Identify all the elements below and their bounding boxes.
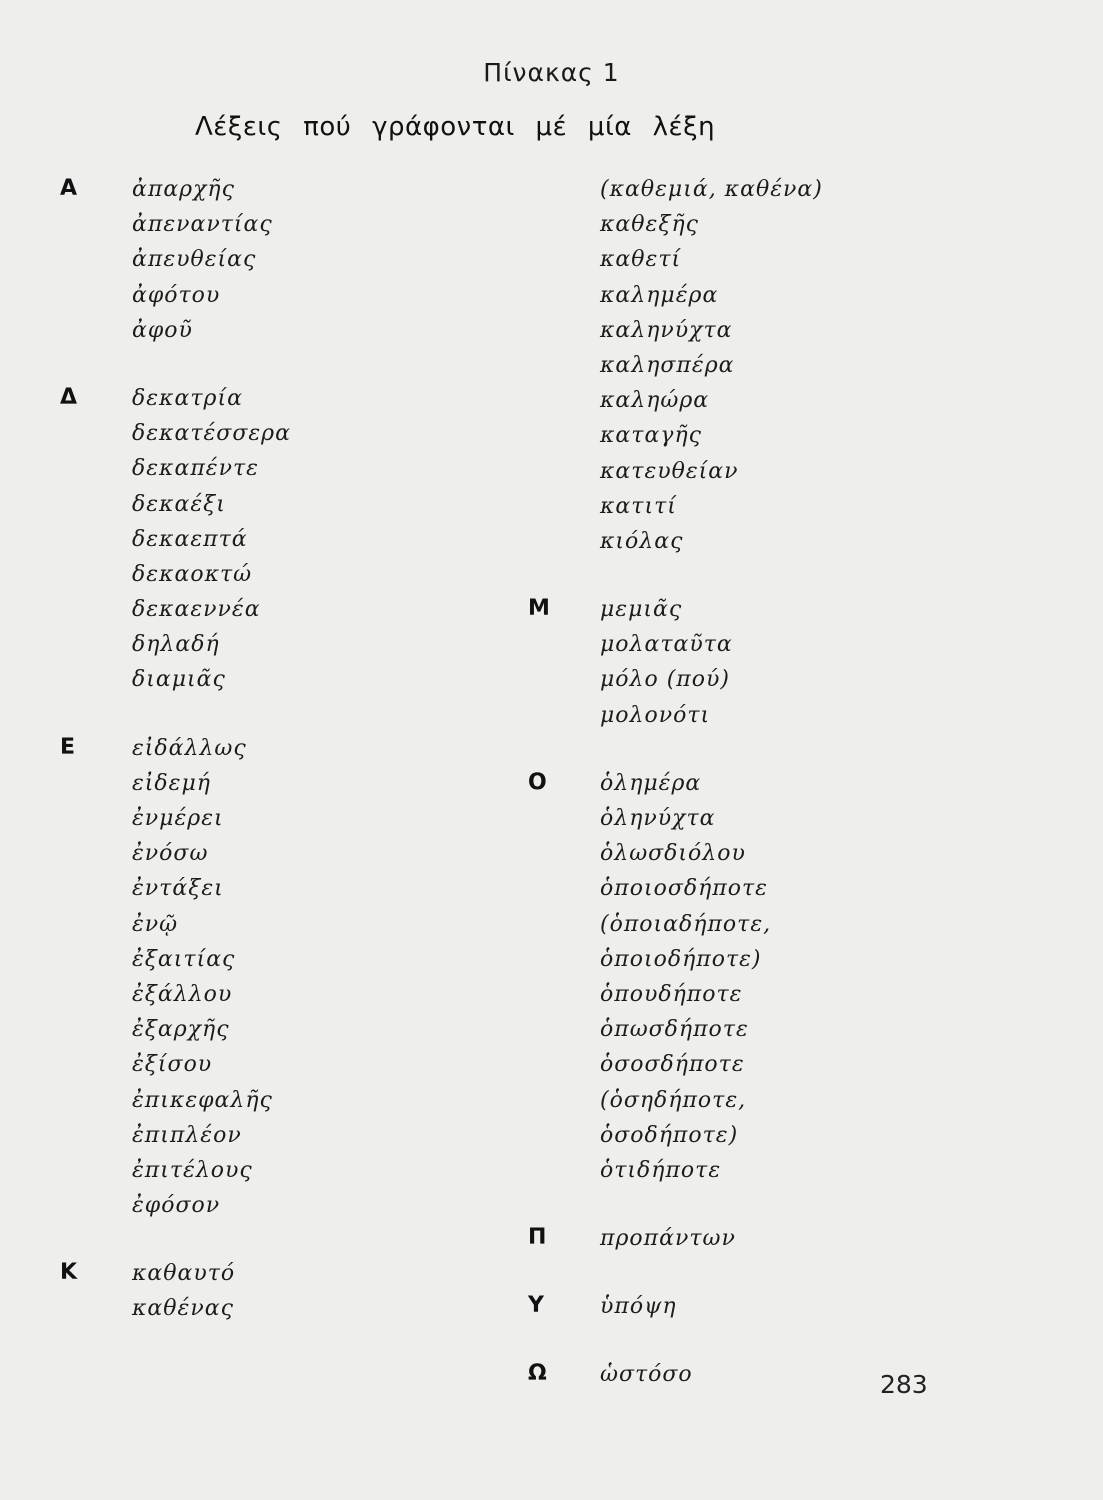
- group-spacer: [528, 559, 823, 592]
- word-entry: ὁπωσδήποτε: [600, 1017, 749, 1043]
- word-entry: εἰδάλλως: [132, 735, 247, 761]
- table-label: [0, 58, 1103, 87]
- word-entry: καθετί: [600, 247, 682, 273]
- word-entry: ἐνμέρει: [132, 806, 224, 831]
- page-title: Λέξεις πού γράφονται μέ μία λέξη: [195, 112, 716, 142]
- word-list: [600, 172, 823, 559]
- section-letter: Ο: [528, 769, 547, 795]
- page-number: 283: [880, 1370, 928, 1399]
- word-entry: ὑπόψη: [600, 1294, 677, 1320]
- word-entry: μόλο (πού): [600, 667, 730, 693]
- section-letter: Ω: [528, 1361, 547, 1387]
- word-entry: ἀπευθείας: [132, 247, 257, 273]
- word-entry: ἀφότου: [132, 282, 221, 308]
- word-entry: ἀπεναντίας: [132, 212, 273, 238]
- section-letter: Μ: [528, 596, 550, 622]
- word-entry: καληνύχτα: [600, 317, 733, 343]
- word-entry: δεκαεννέα: [132, 597, 261, 623]
- word-list: [132, 1256, 291, 1326]
- section-letter: Κ: [60, 1260, 78, 1286]
- letter-group: [528, 592, 823, 733]
- word-entry: εἰδεμή: [132, 770, 211, 796]
- word-entry: μεμιᾶς: [600, 597, 683, 623]
- word-list: [600, 1357, 823, 1392]
- word-list: [600, 766, 823, 1188]
- word-entry: κιόλας: [600, 528, 684, 554]
- word-list: [132, 731, 291, 1224]
- letter-group: [528, 172, 823, 559]
- word-entry: δηλαδή: [132, 632, 220, 658]
- word-entry: (ὁποιαδήποτε,: [600, 911, 772, 937]
- group-spacer: [528, 1188, 823, 1221]
- word-entry: ἐξίσου: [132, 1052, 213, 1078]
- word-entry: δεκαπέντε: [132, 456, 259, 482]
- group-spacer: [60, 348, 291, 381]
- group-spacer: [60, 1223, 291, 1256]
- word-entry: ὁπουδήποτε: [600, 981, 743, 1007]
- table-label-text: Πίνακας 1: [483, 58, 620, 87]
- word-entry: κατιτί: [600, 493, 677, 519]
- group-spacer: [528, 1324, 823, 1357]
- letter-group: [528, 1221, 823, 1256]
- word-entry: ἐξαρχῆς: [132, 1017, 230, 1043]
- word-entry: ὁποιοσδήποτε: [600, 876, 768, 902]
- word-entry: ὁσοδήποτε): [600, 1122, 739, 1148]
- word-entry: μολονότι: [600, 702, 711, 728]
- letter-group: [60, 381, 291, 698]
- word-entry: ἐπικεφαλῆς: [132, 1087, 273, 1113]
- word-entry: (ὁσηδήποτε,: [600, 1087, 747, 1113]
- word-entry: ὁποιοδήποτε): [600, 946, 762, 972]
- word-entry: δεκαεπτά: [132, 526, 248, 552]
- letter-group: [528, 766, 823, 1188]
- right-word-column: [528, 172, 823, 1393]
- word-entry: καθένας: [132, 1296, 234, 1322]
- letter-group: [528, 1357, 823, 1392]
- word-entry: ἐξάλλου: [132, 981, 233, 1007]
- word-entry: καληώρα: [600, 388, 710, 414]
- word-entry: δεκατέσσερα: [132, 421, 291, 447]
- word-entry: (καθεμιά, καθένα): [600, 177, 823, 202]
- word-entry: ἐνόσω: [132, 841, 209, 867]
- group-spacer: [528, 733, 823, 766]
- word-entry: προπάντων: [600, 1226, 736, 1252]
- word-entry: ἐνῷ: [132, 911, 179, 937]
- word-entry: δεκατρία: [132, 385, 243, 411]
- word-entry: ὁληνύχτα: [600, 806, 716, 831]
- word-entry: ἐντάξει: [132, 876, 224, 902]
- section-letter: Υ: [528, 1293, 544, 1319]
- word-entry: διαμιᾶς: [132, 667, 226, 693]
- word-entry: ὡστόσο: [600, 1362, 693, 1388]
- section-letter: Ε: [60, 734, 76, 760]
- word-entry: καταγῆς: [600, 423, 702, 449]
- letter-group: [60, 731, 291, 1224]
- word-entry: ἐπιπλέον: [132, 1122, 242, 1148]
- word-list: [600, 592, 823, 733]
- word-entry: κατευθείαν: [600, 458, 739, 484]
- left-word-column: [60, 172, 291, 1327]
- word-entry: μολαταῦτα: [600, 632, 733, 658]
- section-letter: Π: [528, 1225, 547, 1251]
- word-entry: καθεξῆς: [600, 212, 699, 238]
- word-entry: ὁτιδήποτε: [600, 1157, 722, 1183]
- word-entry: ἀπαρχῆς: [132, 177, 235, 202]
- word-entry: καλημέρα: [600, 282, 719, 308]
- word-entry: ἐπιτέλους: [132, 1157, 253, 1183]
- word-entry: ὁσοσδήποτε: [600, 1052, 745, 1078]
- group-spacer: [60, 698, 291, 731]
- word-list: [600, 1221, 823, 1256]
- word-entry: δεκαέξι: [132, 491, 226, 517]
- word-entry: ὁλημέρα: [600, 770, 702, 796]
- word-list: [132, 381, 291, 698]
- letter-group: [528, 1289, 823, 1324]
- group-spacer: [528, 1256, 823, 1289]
- word-list: [600, 1289, 823, 1324]
- word-entry: ἀφοῦ: [132, 317, 193, 343]
- section-letter: Α: [60, 176, 78, 201]
- letter-group: [60, 172, 291, 348]
- word-entry: καλησπέρα: [600, 352, 735, 378]
- word-list: [132, 172, 291, 348]
- word-entry: δεκαοκτώ: [132, 561, 253, 587]
- word-entry: καθαυτό: [132, 1261, 236, 1287]
- word-entry: ὁλωσδιόλου: [600, 841, 746, 867]
- section-letter: Δ: [60, 384, 78, 410]
- word-entry: ἐξαιτίας: [132, 946, 236, 972]
- letter-group: [60, 1256, 291, 1326]
- word-entry: ἐφόσον: [132, 1193, 221, 1219]
